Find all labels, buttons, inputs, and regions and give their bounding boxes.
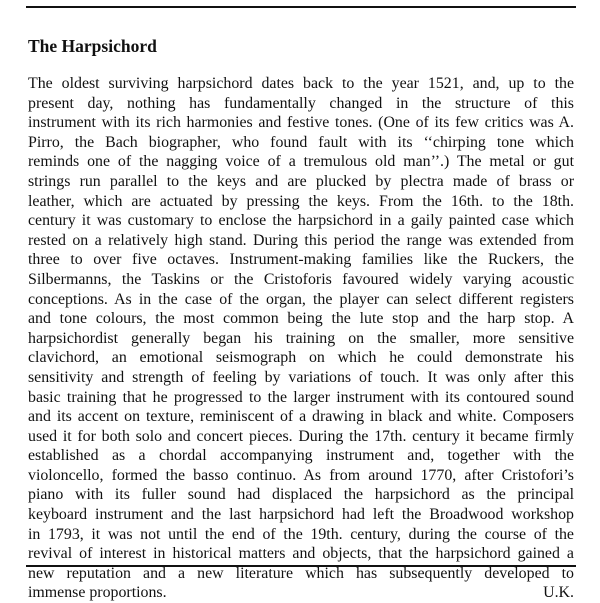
body-line-text: immense proportions. bbox=[28, 584, 167, 602]
body-line: reminds one of the nagging voice of a tremulous old man’’.) The metal or gut bbox=[28, 153, 574, 171]
author-initials: U.K. bbox=[543, 584, 574, 602]
body-line: conceptions. As in the case of the organ, the player can select different registers bbox=[28, 290, 574, 308]
body-line: new reputation and a new literature which has subsequently developed to bbox=[28, 564, 574, 582]
body-line: established as a chordal accompanying instrument and, together with the bbox=[28, 447, 574, 465]
body-line: century it was customary to enclose the harpsichord in a gaily painted case which bbox=[28, 212, 574, 230]
body-line-last bbox=[28, 583, 574, 603]
body-line: sensitivity and strength of feeling by variations of touch. It was only after this bbox=[28, 368, 574, 386]
body-line: harpsichordist generally began his training on the smaller, more sensitive bbox=[28, 329, 574, 347]
article-title: The Harpsichord bbox=[28, 36, 157, 56]
body-line: instrument with its rich harmonies and festive tones. (One of its few critics was A. bbox=[28, 114, 574, 132]
body-line: in 1793, it was not until the end of the 19th. century, during the course of the bbox=[28, 525, 574, 543]
body-line: present day, nothing has fundamentally changed in the structure of this bbox=[28, 94, 574, 112]
article-body bbox=[28, 74, 574, 603]
body-line: keyboard instrument and the last harpsichord had left the Broadwood workshop bbox=[28, 506, 574, 524]
bottom-rule bbox=[26, 565, 576, 567]
body-line: three to over five octaves. Instrument-making families like the Ruckers, the bbox=[28, 251, 574, 269]
body-line: leather, which are actuated by pressing the keys. From the 16th. to the 18th. bbox=[28, 192, 574, 210]
top-rule bbox=[26, 6, 576, 8]
body-line: revival of interest in historical matters and objects, that the harpsichord gained a bbox=[28, 545, 574, 563]
body-line: piano with its fuller sound had displaced the harpsichord as the principal bbox=[28, 486, 574, 504]
body-line: rested on a relatively high stand. During this period the range was extended from bbox=[28, 231, 574, 249]
body-line: violoncello, formed the basso continuo. As from around 1770, after Cristofori’s bbox=[28, 466, 574, 484]
body-line: used it for both solo and concert pieces. During the 17th. century it became firmly bbox=[28, 427, 574, 445]
body-line: clavichord, an emotional seismograph on which he could demonstrate his bbox=[28, 349, 574, 367]
body-line: and tone colours, the most common being the lute stop and the harp stop. A bbox=[28, 310, 574, 328]
body-line: and its accent on texture, reminiscent of a drawing in black and white. Composers bbox=[28, 408, 574, 426]
body-line: strings run parallel to the keys and are plucked by plectra made of brass or bbox=[28, 172, 574, 190]
body-line: Silbermanns, the Taskins or the Cristoforis favoured widely varying acoustic bbox=[28, 270, 574, 288]
body-line: Pirro, the Bach biographer, who found fault with its ‘‘chirping tone which bbox=[28, 133, 574, 151]
body-line: The oldest surviving harpsichord dates back to the year 1521, and, up to the bbox=[28, 75, 574, 92]
body-line: basic training that he progressed to the larger instrument with its contoured sound bbox=[28, 388, 574, 406]
